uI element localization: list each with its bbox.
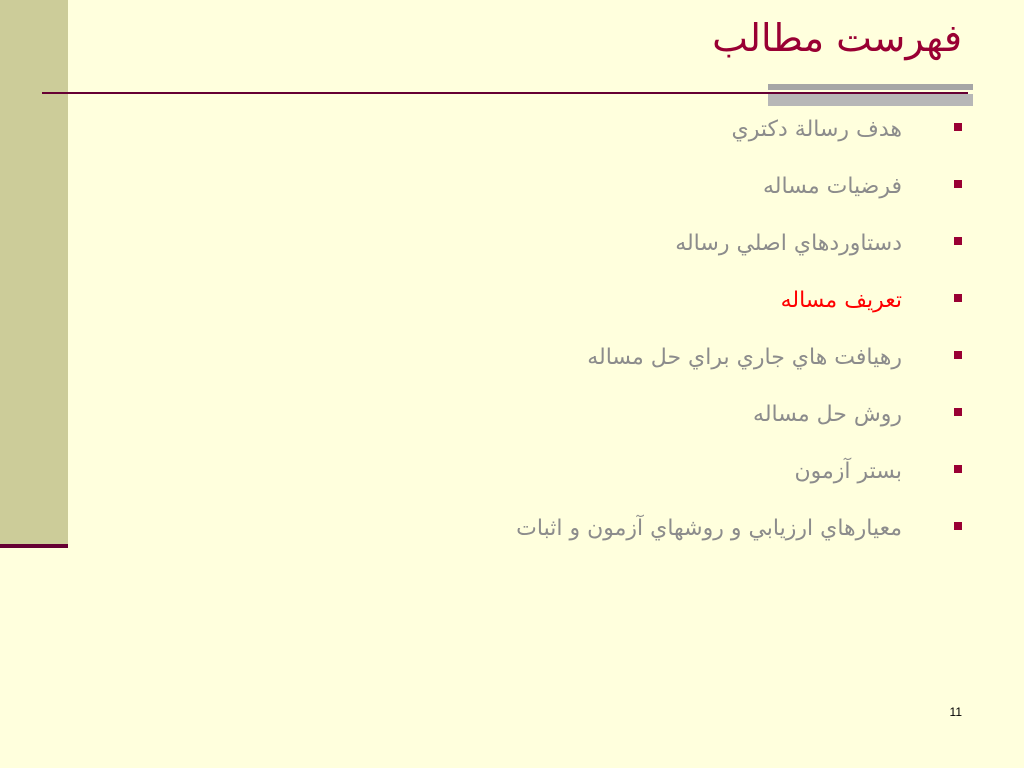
list-item [362, 446, 962, 503]
list-item-active [362, 275, 962, 332]
list-item [362, 503, 962, 560]
left-band-underline [0, 544, 68, 548]
table-of-contents-list [362, 104, 962, 560]
list-item-label: دستاوردهاي اصلي رساله [675, 231, 902, 256]
list-item [362, 104, 962, 161]
list-item [362, 161, 962, 218]
list-item [362, 332, 962, 389]
list-item [362, 218, 962, 275]
list-item-label: معيارهاي ارزيابي و روشهاي آزمون و اثبات [516, 516, 902, 541]
square-bullet-icon [954, 294, 962, 302]
list-item [362, 389, 962, 446]
square-bullet-icon [954, 180, 962, 188]
slide-title: فهرست مطالب [712, 16, 962, 60]
square-bullet-icon [954, 351, 962, 359]
list-item-label: بستر آزمون [794, 459, 902, 484]
square-bullet-icon [954, 408, 962, 416]
list-item-label: تعريف مساله [780, 288, 902, 313]
title-gray-block [768, 84, 973, 106]
list-item-label: فرضيات مساله [763, 174, 902, 199]
list-item-label: رهيافت هاي جاري براي حل مساله [587, 345, 902, 370]
gray-block-top-bar [768, 84, 973, 90]
square-bullet-icon [954, 522, 962, 530]
square-bullet-icon [954, 465, 962, 473]
list-item-label: هدف رسالة دكتري [731, 117, 902, 142]
slide-number: 11 [949, 705, 962, 719]
square-bullet-icon [954, 237, 962, 245]
list-item-label: روش حل مساله [753, 402, 902, 427]
left-decorative-band [0, 0, 68, 546]
square-bullet-icon [954, 123, 962, 131]
